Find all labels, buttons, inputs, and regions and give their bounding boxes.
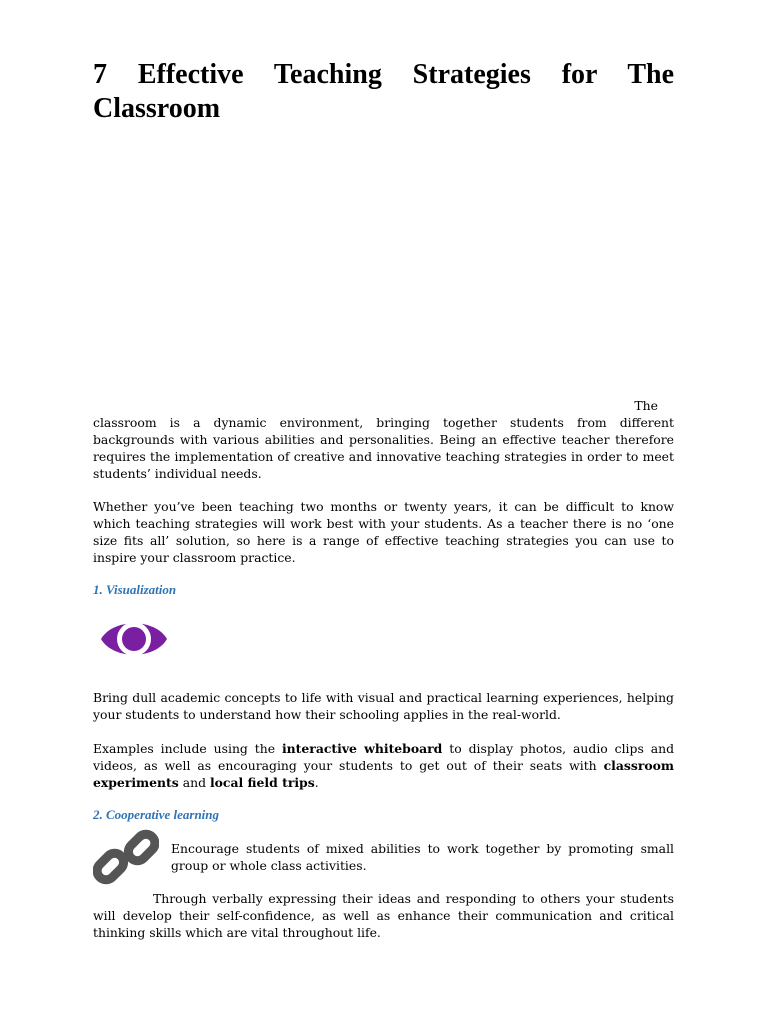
page-title: 7 Effective Teaching Strategies for The Classroom — [93, 59, 674, 124]
section-heading-visualization: 1. Visualization — [93, 582, 177, 597]
cooperative-paragraph-one: Encourage students of mixed abilities to work together by promoting small group or whole class activities. — [171, 841, 674, 873]
eye-icon — [99, 612, 169, 666]
chain-link-icon — [93, 826, 159, 888]
paragraph-two: Whether you’ve been teaching two months or twenty years, it can be difficult to know which teaching strategies will work best with your students. As a teacher there is no ‘one size fits all’ solution, so here is a range of effective teaching strategies you can use to inspire your classroom practice. — [93, 499, 674, 565]
visualization-paragraph-one: Bring dull academic concepts to life with visual and practical learning experiences, helping your students to understand how their schooling applies in the real-world. — [93, 690, 674, 722]
cooperative-paragraph-two: Through verbally expressing their ideas and responding to others your students will develop their self-confidence, as well as enhance their communication and critical thinking skills which are vital throughout life. — [93, 891, 674, 940]
intro-lead-word: The — [634, 398, 658, 413]
interactive-whiteboard-term: interactive whiteboard — [281, 741, 443, 756]
classroom-experiments-term: classroom experiments — [93, 758, 674, 790]
section-heading-cooperative-learning: 2. Cooperative learning — [93, 807, 220, 822]
intro-paragraph: classroom is a dynamic environment, bringing together students from different backgrounds with various abilities and personalities. Being an effective teacher therefore requires the implementation of creative and innovative teaching strategies in order to meet students’ individual needs. — [93, 415, 674, 481]
local-field-trips-term: local field trips — [209, 775, 315, 790]
visualization-paragraph-two: Examples include using the interactive whiteboard to display photos, audio clips and videos, as well as encouraging your students to get out of their seats with classroom experiments and local field trips. — [93, 741, 675, 790]
